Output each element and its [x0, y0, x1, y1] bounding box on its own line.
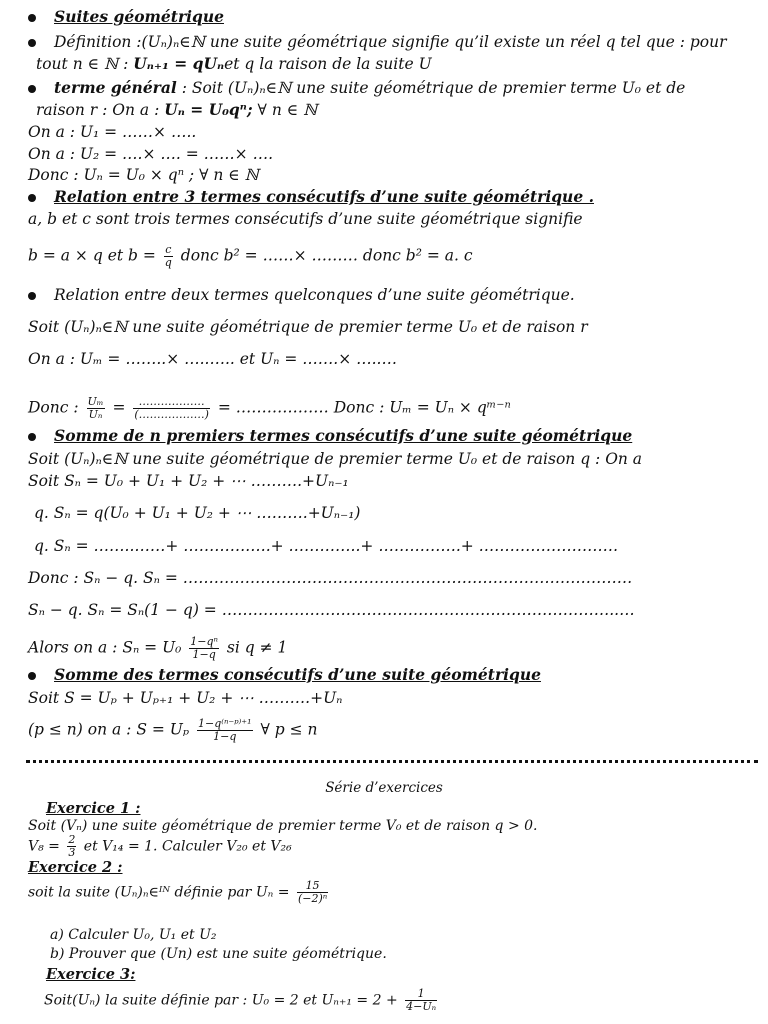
bullet-icon	[28, 292, 36, 300]
fraction-sn: $\frac{\text{1−qⁿ}}{1-q}$	[190, 635, 218, 661]
somme-soit: Soit S = Uₚ + Uₚ₊₁ + U₂ + ⋯ ……….+Uₙ	[28, 689, 343, 707]
exercise-2-item-b: b) Prouver que (Un) est une suite géométrique.	[50, 946, 387, 962]
dotted-separator	[26, 760, 758, 763]
definition-line-1: Définition :(Uₙ)ₙ∈ℕ une suite géométrique signifie qu’il existe un réel q tel que : pour	[28, 32, 727, 52]
fraction-two-thirds: $\frac{2}{3}$	[68, 833, 76, 859]
heading-somme-n-termes: Somme de n premiers termes consécutifs d’une suite géométrique	[28, 426, 632, 446]
u2-line: On a : U₂ = ….× …. = ……× ….	[28, 145, 274, 163]
terme-general-line-1: terme général : Soit (Uₙ)ₙ∈ℕ une suite géométrique de premier terme U₀ et de	[28, 78, 685, 98]
heading-suites-geometrique: Suites géométrique	[28, 7, 224, 27]
heading-relation-3-termes: Relation entre 3 termes consécutifs d’une suite géométrique .	[28, 187, 594, 207]
fraction-1-over-4-minus-un: $\frac{1}{\text{4−Uₙ}}$	[406, 987, 437, 1013]
bullet-icon	[28, 39, 36, 47]
somme-n-soit: Soit (Uₙ)ₙ∈ℕ une suite géométrique de premier terme U₀ et de raison q : On a	[28, 450, 643, 468]
exercise-2-title: Exercice 2 :	[28, 859, 123, 876]
donc-un-line: Donc : Uₙ = U₀ × qⁿ ; ∀ n ∈ ℕ	[28, 166, 259, 184]
somme-n-donc: Donc : Sₙ − q. Sₙ = ……………………………………………………………………………	[28, 569, 633, 587]
bullet-icon	[28, 672, 36, 680]
exercise-1-line-1: Soit (Vₙ) une suite géométrique de premier terme V₀ et de raison q > 0.	[28, 818, 538, 834]
heading-relation-2-termes: Relation entre deux termes quelconques d’une suite géométrique.	[28, 285, 575, 305]
somme-n-q-expanded: q. Sₙ = ……..……+ ………….….+ …………..+ …………….+ ………………………	[34, 537, 619, 555]
somme-n-definition: Soit Sₙ = U₀ + U₁ + U₂ + ⋯ ……….+Uₙ₋₁	[28, 472, 349, 490]
bullet-icon	[28, 433, 36, 441]
bullet-icon	[28, 194, 36, 202]
serie-title: Série d’exercices	[325, 780, 443, 796]
terme-general-line-2: raison r : On a : Uₙ = U₀qⁿ; ∀ n ∈ ℕ	[36, 100, 318, 119]
exercise-1-line-2: V₈ = $\frac{2}{3}$ et V₁₄ = 1. Calculer V₂₀ et V₂₆	[28, 833, 292, 859]
fraction-15-over-minus2-n: $\frac{15}{\text{(−2)ⁿ}}$	[297, 879, 328, 905]
relation-3-text: a, b et c sont trois termes consécutifs d’une suite géométrique signifie	[28, 210, 583, 228]
fraction-um-over-un: $\frac{\text{Uₘ}}{\text{Uₙ}}$	[87, 395, 104, 421]
exercise-2-item-a: a) Calculer U₀, U₁ et U₂	[50, 927, 217, 943]
exercise-1-title: Exercice 1 :	[46, 800, 141, 817]
heading-somme-consecutifs: Somme des termes consécutifs d’une suite géométrique	[28, 665, 541, 685]
somme-n-factor: Sₙ − q. Sₙ = Sₙ(1 − q) = …………………………………………………………………..…	[28, 601, 635, 619]
exercise-3-line-1: Soit(Uₙ) la suite définie par : U₀ = 2 et Uₙ₊₁ = 2 + $\frac{1}{\text{4−Uₙ}}$	[44, 987, 437, 1013]
bullet-icon	[28, 85, 36, 93]
fraction-blank: $\frac{\dots\dots\dots\dots\dots\dots}{(\dots\dots\dots\dots\dots\dots)}$	[134, 395, 209, 421]
fraction-sp: $\frac{\text{1−q⁽ⁿ⁻ᵖ⁾⁺¹}}{1-q}$	[197, 717, 252, 743]
relation-3-equation: b = a × q et b = $\frac{c}{q}$ donc b² = ……× ……… donc b² = a. c	[28, 243, 473, 269]
somme-n-q-times: q. Sₙ = q(U₀ + U₁ + U₂ + ⋯ ……….+Uₙ₋₁)	[34, 504, 361, 522]
somme-formula: (p ≤ n) on a : S = Uₚ $\frac{\text{1−q⁽ⁿ⁻ᵖ⁾⁺¹}}{1-q}$ ∀ p ≤ n	[28, 717, 318, 743]
bullet-icon	[28, 14, 36, 22]
exercise-2-line-1: soit la suite (Uₙ)ₙ∈ᴵᴺ définie par Uₙ = $\frac{15}{\text{(−2)ⁿ}}$	[28, 879, 328, 905]
fraction-c-over-q: $\frac{c}{q}$	[164, 243, 172, 269]
u1-line: On a : U₁ = ……× …..	[28, 123, 197, 141]
exercise-3-title: Exercice 3:	[46, 966, 136, 983]
definition-line-2: tout n ∈ ℕ : Uₙ₊₁ = qUₙet q la raison de la suite U	[36, 54, 432, 73]
relation-2-soit: Soit (Uₙ)ₙ∈ℕ une suite géométrique de premier terme U₀ et de raison r	[28, 318, 588, 336]
somme-n-formula: Alors on a : Sₙ = U₀ $\frac{\text{1−qⁿ}}{1-q}$ si q ≠ 1	[28, 635, 288, 661]
relation-2-donc: Donc : $\frac{\text{Uₘ}}{\text{Uₙ}}$ = $\frac{\dots\dots\dots\dots\dots\dots}{(\dots\dots\dots\dots\dots\dots)}$ = ……………… Donc : Uₘ = Uₙ × qᵐ⁻ⁿ	[28, 395, 511, 421]
relation-2-ona: On a : Uₘ = ……..× …..….. et Uₙ = …….× …..…	[28, 350, 397, 368]
